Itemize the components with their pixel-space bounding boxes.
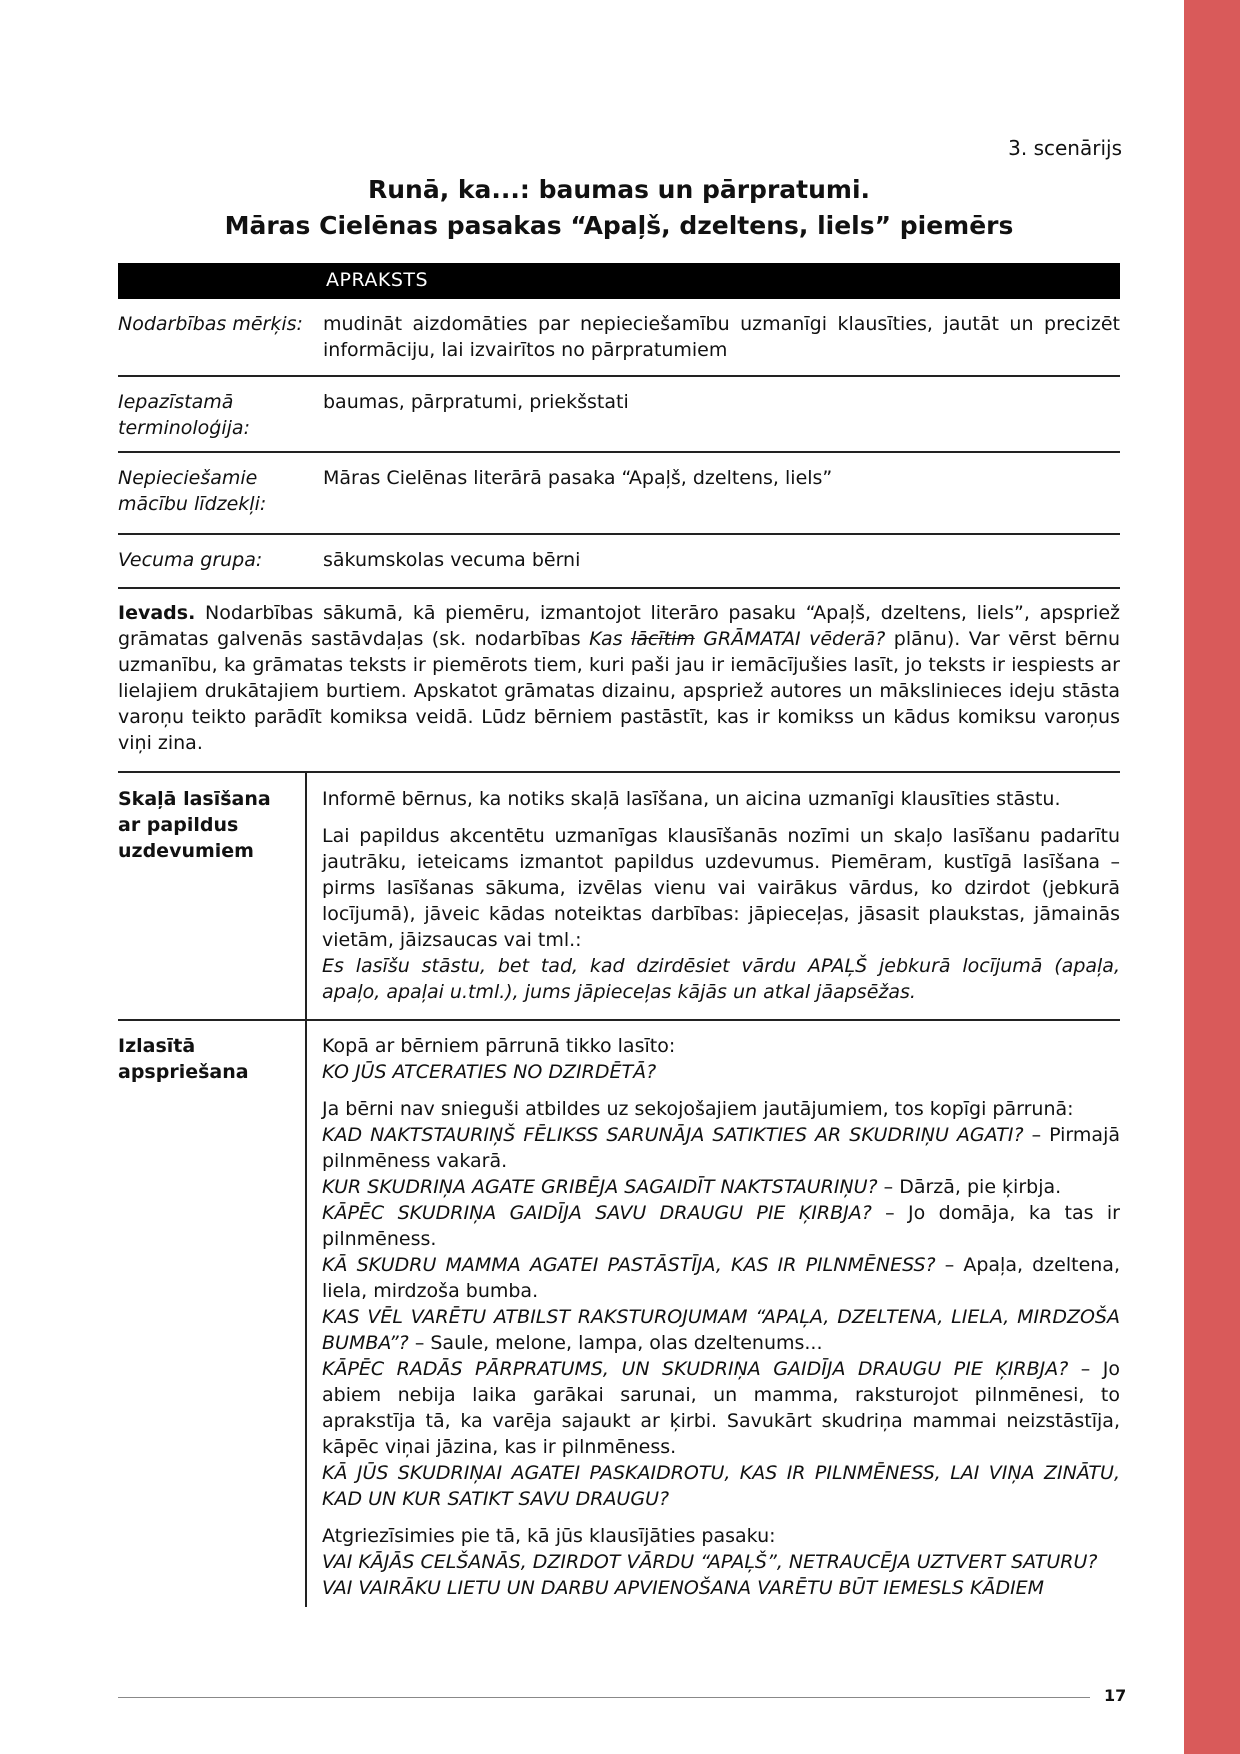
answer-text: – Pirmajā pilnmēness vakarā. (322, 1124, 1120, 1172)
answer-text: – Jo domāja, ka tas ir pilnmēness. (322, 1202, 1120, 1250)
footer-rule (118, 1697, 1090, 1698)
page-number: 17 (1104, 1686, 1127, 1705)
question-text: KO JŪS ATCERATIES NO DZIRDĒTĀ? (322, 1061, 657, 1083)
intro-italic-b: GRĀMATAI vēderā? (694, 628, 886, 650)
row-value: Māras Cielēnas literārā pasaka “Apaļš, dzeltens, liels” (323, 467, 833, 489)
question-text: KAD NAKTSTAURIŅŠ FĒLIKSS SARUNĀJA SATIKTIES AR SKUDRIŅU AGATI? (322, 1124, 1024, 1146)
section-text: Lai papildus akcentētu uzmanīgas klausīšanās nozīmi un skaļo lasīšanu padarītu jautrāku, ieteicams izmantot papildus uzdevumus. Piemēram, kustīgā lasīšana – pirms lasīšanas sākuma, izvēlas vienu vai vairākus vārdus, ko dzirdot (jebkurā locījumā), jāveic kādas noteiktas darbības: jāpieceļas, jāsasit plaukstas, jāmainās vietām, jāizsaucas vai tml.: (322, 825, 1120, 951)
intro-italic-a: Kas (589, 628, 631, 650)
side-color-band (1184, 0, 1240, 1754)
section-text: Kopā ar bērniem pārrunā tikko lasīto: (322, 1035, 676, 1057)
section-label-discussion: Izlasītā apspriešana (118, 1035, 249, 1083)
page-title (118, 172, 1120, 244)
row-value: sākumskolas vecuma bērni (323, 549, 581, 571)
scenario-label: 3. scenārijs (1008, 136, 1122, 160)
question-text: KĀPĒC SKUDRIŅA GAIDĪJA SAVU DRAUGU PIE ĶIRBJA? (322, 1202, 872, 1224)
intro-struck-word: lācītim (630, 628, 695, 650)
section-divider (118, 771, 1120, 773)
row-value: mudināt aizdomāties par nepieciešamību uzmanīgi klausīties, jautāt un precizēt informāciju, lai izvairītos no pārpratumiem (323, 313, 1120, 361)
section-paragraph (322, 1033, 1120, 1085)
description-row (118, 453, 1120, 535)
intro-paragraph (118, 600, 1120, 756)
question-text: KĀPĒC RADĀS PĀRPRATUMS, UN SKUDRIŅA GAIDĪJA DRAUGU PIE ĶIRBJA? (322, 1358, 1069, 1380)
description-row (118, 535, 1120, 589)
question-text: VAI KĀJĀS CELŠANĀS, DZIRDOT VĀRDU “APAĻŠ”, NETRAUCĒJA UZTVERT SATURU? (322, 1551, 1098, 1573)
intro-text-1: Nodarbības sākumā, kā piemēru, izmantojot literāro pasaku “Apaļš, dzeltens, liels”, apspriež grāmatas galvenās sastāvdaļas (sk. nodarbības (118, 602, 1120, 650)
description-heading: APRAKSTS (326, 269, 429, 291)
section-italic-instruction: Es lasīšu stāstu, bet tad, kad dzirdēsiet vārdu APAĻŠ jebkurā locījumā (apaļa, apaļo, apaļai u.tml.), jums jāpieceļas kājās un atkal jāapsēžas. (322, 955, 1120, 1003)
section-paragraph: Informē bērnus, ka notiks skaļā lasīšana, un aicina uzmanīgi klausīties stāstu. (322, 788, 1061, 810)
title-line-2: Māras Cielēnas pasakas “Apaļš, dzeltens, liels” piemērs (224, 211, 1014, 240)
section-text: Ja bērni nav snieguši atbildes uz sekojošajiem jautājumiem, tos kopīgi pārrunā: (322, 1098, 1074, 1120)
question-text: KAS VĒL VARĒTU ATBILST RAKSTUROJUMAM “APAĻA, DZELTENA, LIELA, MIRDZOŠA BUMBA”? (322, 1306, 1120, 1354)
answer-text: – Saule, melone, lampa, olas dzeltenums... (408, 1332, 823, 1354)
section-divider (118, 1019, 1120, 1021)
section-text: Atgriezīsimies pie tā, kā jūs klausījāties pasaku: (322, 1525, 776, 1547)
question-text: KĀ JŪS SKUDRIŅAI AGATEI PASKAIDROTU, KAS IR PILNMĒNESS, LAI VIŅA ZINĀTU, KAD UN KUR SATIKT SAVU DRAUGU? (322, 1462, 1120, 1510)
intro-lead: Ievads. (118, 602, 196, 624)
section-column-divider (305, 773, 307, 1019)
section-column-divider (305, 1021, 307, 1607)
section-paragraph (322, 1096, 1120, 1512)
section-body-discussion (322, 1033, 1120, 1612)
answer-text: – Apaļa, dzeltena, liela, mirdzoša bumba. (322, 1254, 1120, 1302)
row-label: Nodarbības mērķis: (118, 313, 303, 335)
section-body-reading (322, 786, 1120, 1016)
section-label-reading: Skaļā lasīšana ar papildus uzdevumiem (118, 788, 271, 862)
title-line-1: Runā, ka...: baumas un pārpratumi. (367, 175, 871, 204)
description-row (118, 299, 1120, 377)
intro-text-2: plānu). Var vērst bērnu uzmanību, ka grāmatas teksts ir piemērots tiem, kuri paši jau ir iemācījušies lasīt, jo teksts ir iespiests ar lielajiem drukātajiem burtiem. Apskatot grāmatas dizainu, apspriež autores un mākslinieces ideju stāsta varoņu teikto parādīt komiksa veidā. Lūdz bērniem pastāstīt, kas ir komikss un kādus komiksu varoņus viņi zina. (118, 628, 1120, 754)
question-text: KUR SKUDRIŅA AGATE GRIBĒJA SAGAIDĪT NAKTSTAURIŅU? (322, 1176, 878, 1198)
description-row (118, 377, 1120, 453)
row-label: Vecuma grupa: (118, 549, 263, 571)
row-label: Nepieciešamie mācību līdzekļi: (118, 467, 267, 515)
question-text: KĀ SKUDRU MAMMA AGATEI PASTĀSTĪJA, KAS IR PILNMĒNESS? (322, 1254, 936, 1276)
row-label: Iepazīstamā terminoloģija: (118, 391, 250, 439)
question-text: VAI VAIRĀKU LIETU UN DARBU APVIENOŠANA VARĒTU BŪT IEMESLS KĀDIEM (322, 1577, 1045, 1599)
row-value: baumas, pārpratumi, priekšstati (323, 391, 629, 413)
section-paragraph (322, 823, 1120, 1005)
section-paragraph (322, 1523, 1120, 1601)
description-header (118, 263, 1120, 299)
answer-text: – Dārzā, pie ķirbja. (877, 1176, 1062, 1198)
answer-text: – Jo abiem nebija laika garākai sarunai, un mamma, raksturojot pilnmēnesi, to aprakstīja tā, ka varēja sajaukt ar ķirbi. Savukārt skudriņa mammai neizstāstīja, kāpēc viņai jāzina, kas ir pilnmēness. (322, 1358, 1121, 1458)
